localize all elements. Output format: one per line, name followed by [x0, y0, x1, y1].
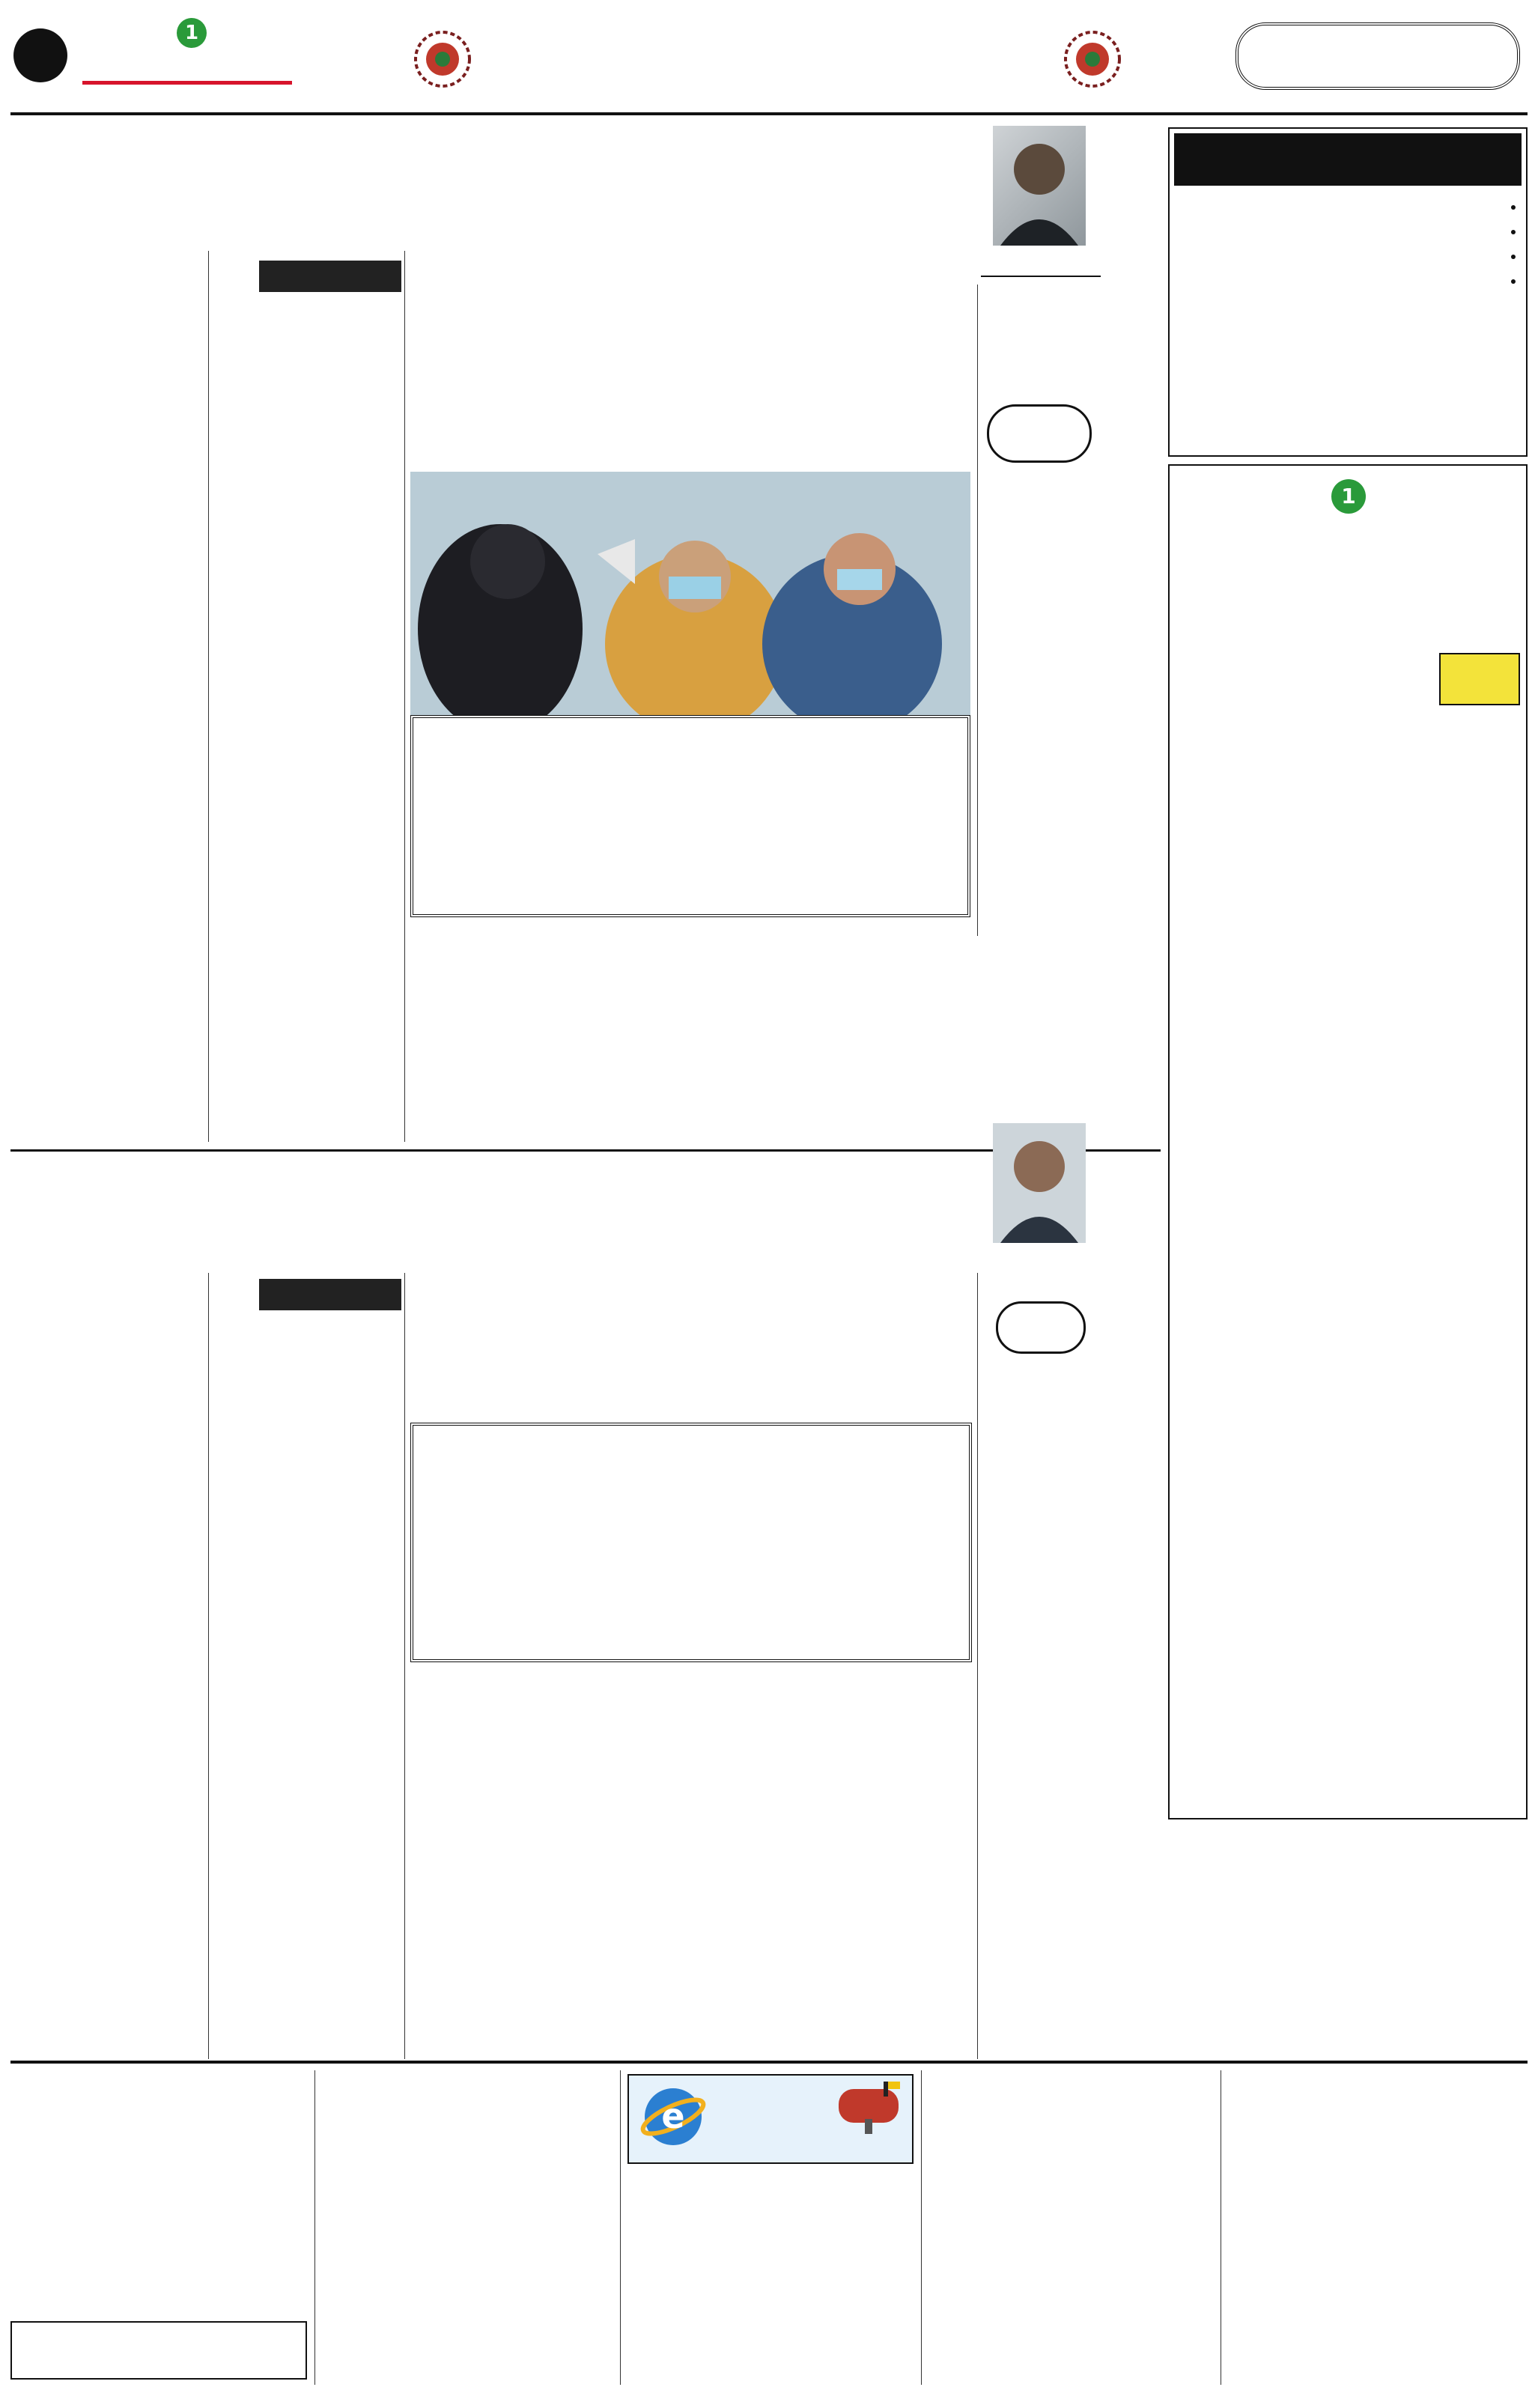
article1-column: [987, 285, 1092, 913]
brand-logo-underline: [82, 81, 292, 85]
editorial-notice: [10, 2321, 307, 2380]
page-number: [13, 28, 67, 82]
quote-item: [1176, 196, 1502, 218]
article2-headline: [10, 1157, 976, 1262]
article2-column: [410, 1670, 695, 2052]
letter-right-body: [10, 2074, 307, 2291]
author-photo: [993, 1123, 1086, 1243]
header-rule: [10, 112, 1528, 115]
article1-column: [410, 921, 695, 1146]
article2-column: [213, 1273, 401, 2052]
letters-banner: [627, 2074, 914, 2164]
sidebar-logo-badge: 1: [1331, 479, 1366, 514]
article2-column: [702, 1273, 972, 1423]
quotes-list: [1176, 196, 1520, 451]
quote-item: [1176, 221, 1502, 243]
quotes-box: [1168, 127, 1528, 457]
author-photo: [993, 126, 1086, 246]
editorial-body: [1177, 653, 1435, 855]
article1-column: [213, 251, 401, 1142]
rosette-icon: [413, 30, 472, 88]
sidebar-logo: [1200, 479, 1499, 577]
article1-column: [10, 251, 204, 1052]
article-divider: [10, 1149, 1161, 1152]
letters-rule: [10, 2061, 1528, 2064]
article1-column: [702, 921, 972, 1146]
mailbox-icon: [831, 2082, 906, 2134]
article1-photo: [410, 472, 970, 719]
article1-column: [410, 251, 695, 472]
letter-right-body: [928, 2074, 1213, 2381]
svg-text:e: e: [661, 2096, 685, 2136]
author-rule: [981, 276, 1101, 277]
article2-pull-quote: [410, 1423, 972, 1662]
masthead: [0, 0, 1538, 112]
editorial-body: [1177, 863, 1520, 1282]
letter-right-body: [322, 2074, 613, 2381]
article2-column: [10, 1273, 204, 1969]
quotes-title: [1174, 133, 1522, 186]
urdu-section-title: [1235, 22, 1520, 90]
editorial-box: [1168, 464, 1528, 1819]
editorial-body: [1177, 1289, 1520, 1769]
letter-center-body: [627, 2252, 914, 2380]
article1-pull-quote: [410, 715, 970, 917]
quote-item: [1176, 246, 1502, 267]
brand-logo-badge: 1: [177, 18, 207, 48]
article2-column: [702, 1670, 972, 2052]
brand-logo: [75, 18, 300, 82]
article2-column: [987, 1280, 1156, 2052]
article2-column: [410, 1273, 695, 1423]
article1-column: [702, 251, 972, 475]
editorial-kicker: [1439, 653, 1520, 705]
article1-headline: [10, 124, 976, 228]
rosette-icon: [1063, 30, 1122, 88]
quote-item: [1176, 270, 1502, 292]
ie-globe-icon: [639, 2083, 707, 2150]
letter-left-body: [1228, 2141, 1520, 2381]
